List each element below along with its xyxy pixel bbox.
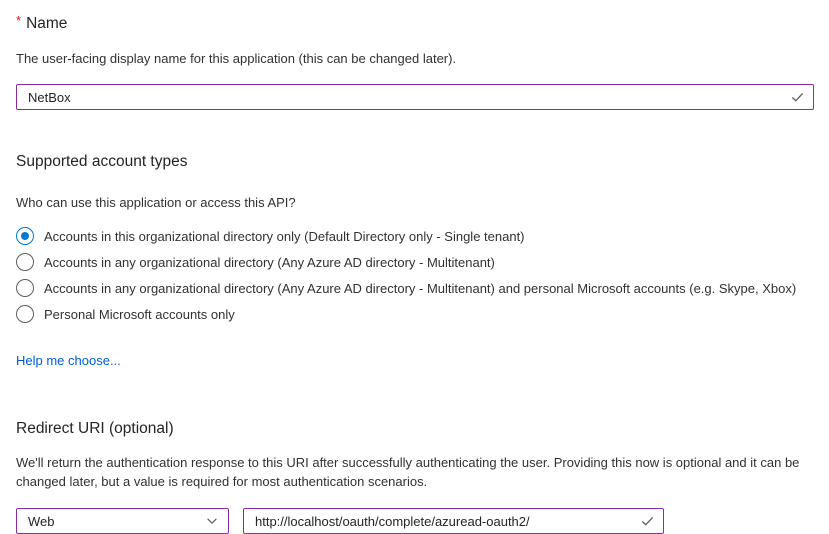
radio-label: Accounts in any organizational directory (Any Azure AD directory - Multitenant) <box>44 254 495 270</box>
help-me-choose-link[interactable]: Help me choose... <box>16 353 121 368</box>
radio-option-multitenant[interactable] <box>16 249 814 275</box>
radio-option-personal-only[interactable] <box>16 301 814 327</box>
redirect-uri-input[interactable] <box>243 508 664 534</box>
redirect-uri-description: We'll return the authentication response to this URI after successfully authenticating the user. Providing this now is optional and it can be changed later, but a value is required for most authentication scenarios. <box>16 455 800 489</box>
radio-label: Personal Microsoft accounts only <box>44 306 235 322</box>
check-icon <box>790 90 805 105</box>
name-description: The user-facing display name for this application (this can be changed later). <box>16 51 457 66</box>
radio-button-icon[interactable] <box>16 253 34 271</box>
name-section <box>16 11 814 110</box>
platform-select-value: Web <box>28 513 55 529</box>
redirect-uri-title: Redirect URI (optional) <box>16 420 174 437</box>
uri-field-wrap <box>243 508 664 534</box>
radio-button-icon[interactable] <box>16 227 34 245</box>
platform-select[interactable] <box>16 508 229 534</box>
radio-label: Accounts in this organizational directory only (Default Directory only - Single tenant) <box>44 228 525 244</box>
radio-button-icon[interactable] <box>16 305 34 323</box>
redirect-uri-row <box>16 508 814 534</box>
account-types-section <box>16 152 814 370</box>
account-types-question: Who can use this application or access this API? <box>16 195 296 210</box>
name-section-title <box>16 11 814 34</box>
radio-option-multitenant-personal[interactable] <box>16 275 814 301</box>
name-field-wrap <box>16 84 814 110</box>
radio-option-single-tenant[interactable] <box>16 223 814 249</box>
account-types-radio-group <box>16 223 814 327</box>
name-title-text: Name <box>26 15 68 32</box>
radio-button-icon[interactable] <box>16 279 34 297</box>
name-input[interactable] <box>16 84 814 110</box>
required-asterisk: * <box>16 13 22 28</box>
account-types-title: Supported account types <box>16 153 188 170</box>
radio-label: Accounts in any organizational directory (Any Azure AD directory - Multitenant) and personal Microsoft accounts (e.g. Skype, Xbox) <box>44 280 797 296</box>
chevron-down-icon <box>205 514 219 528</box>
redirect-uri-section <box>16 419 814 534</box>
